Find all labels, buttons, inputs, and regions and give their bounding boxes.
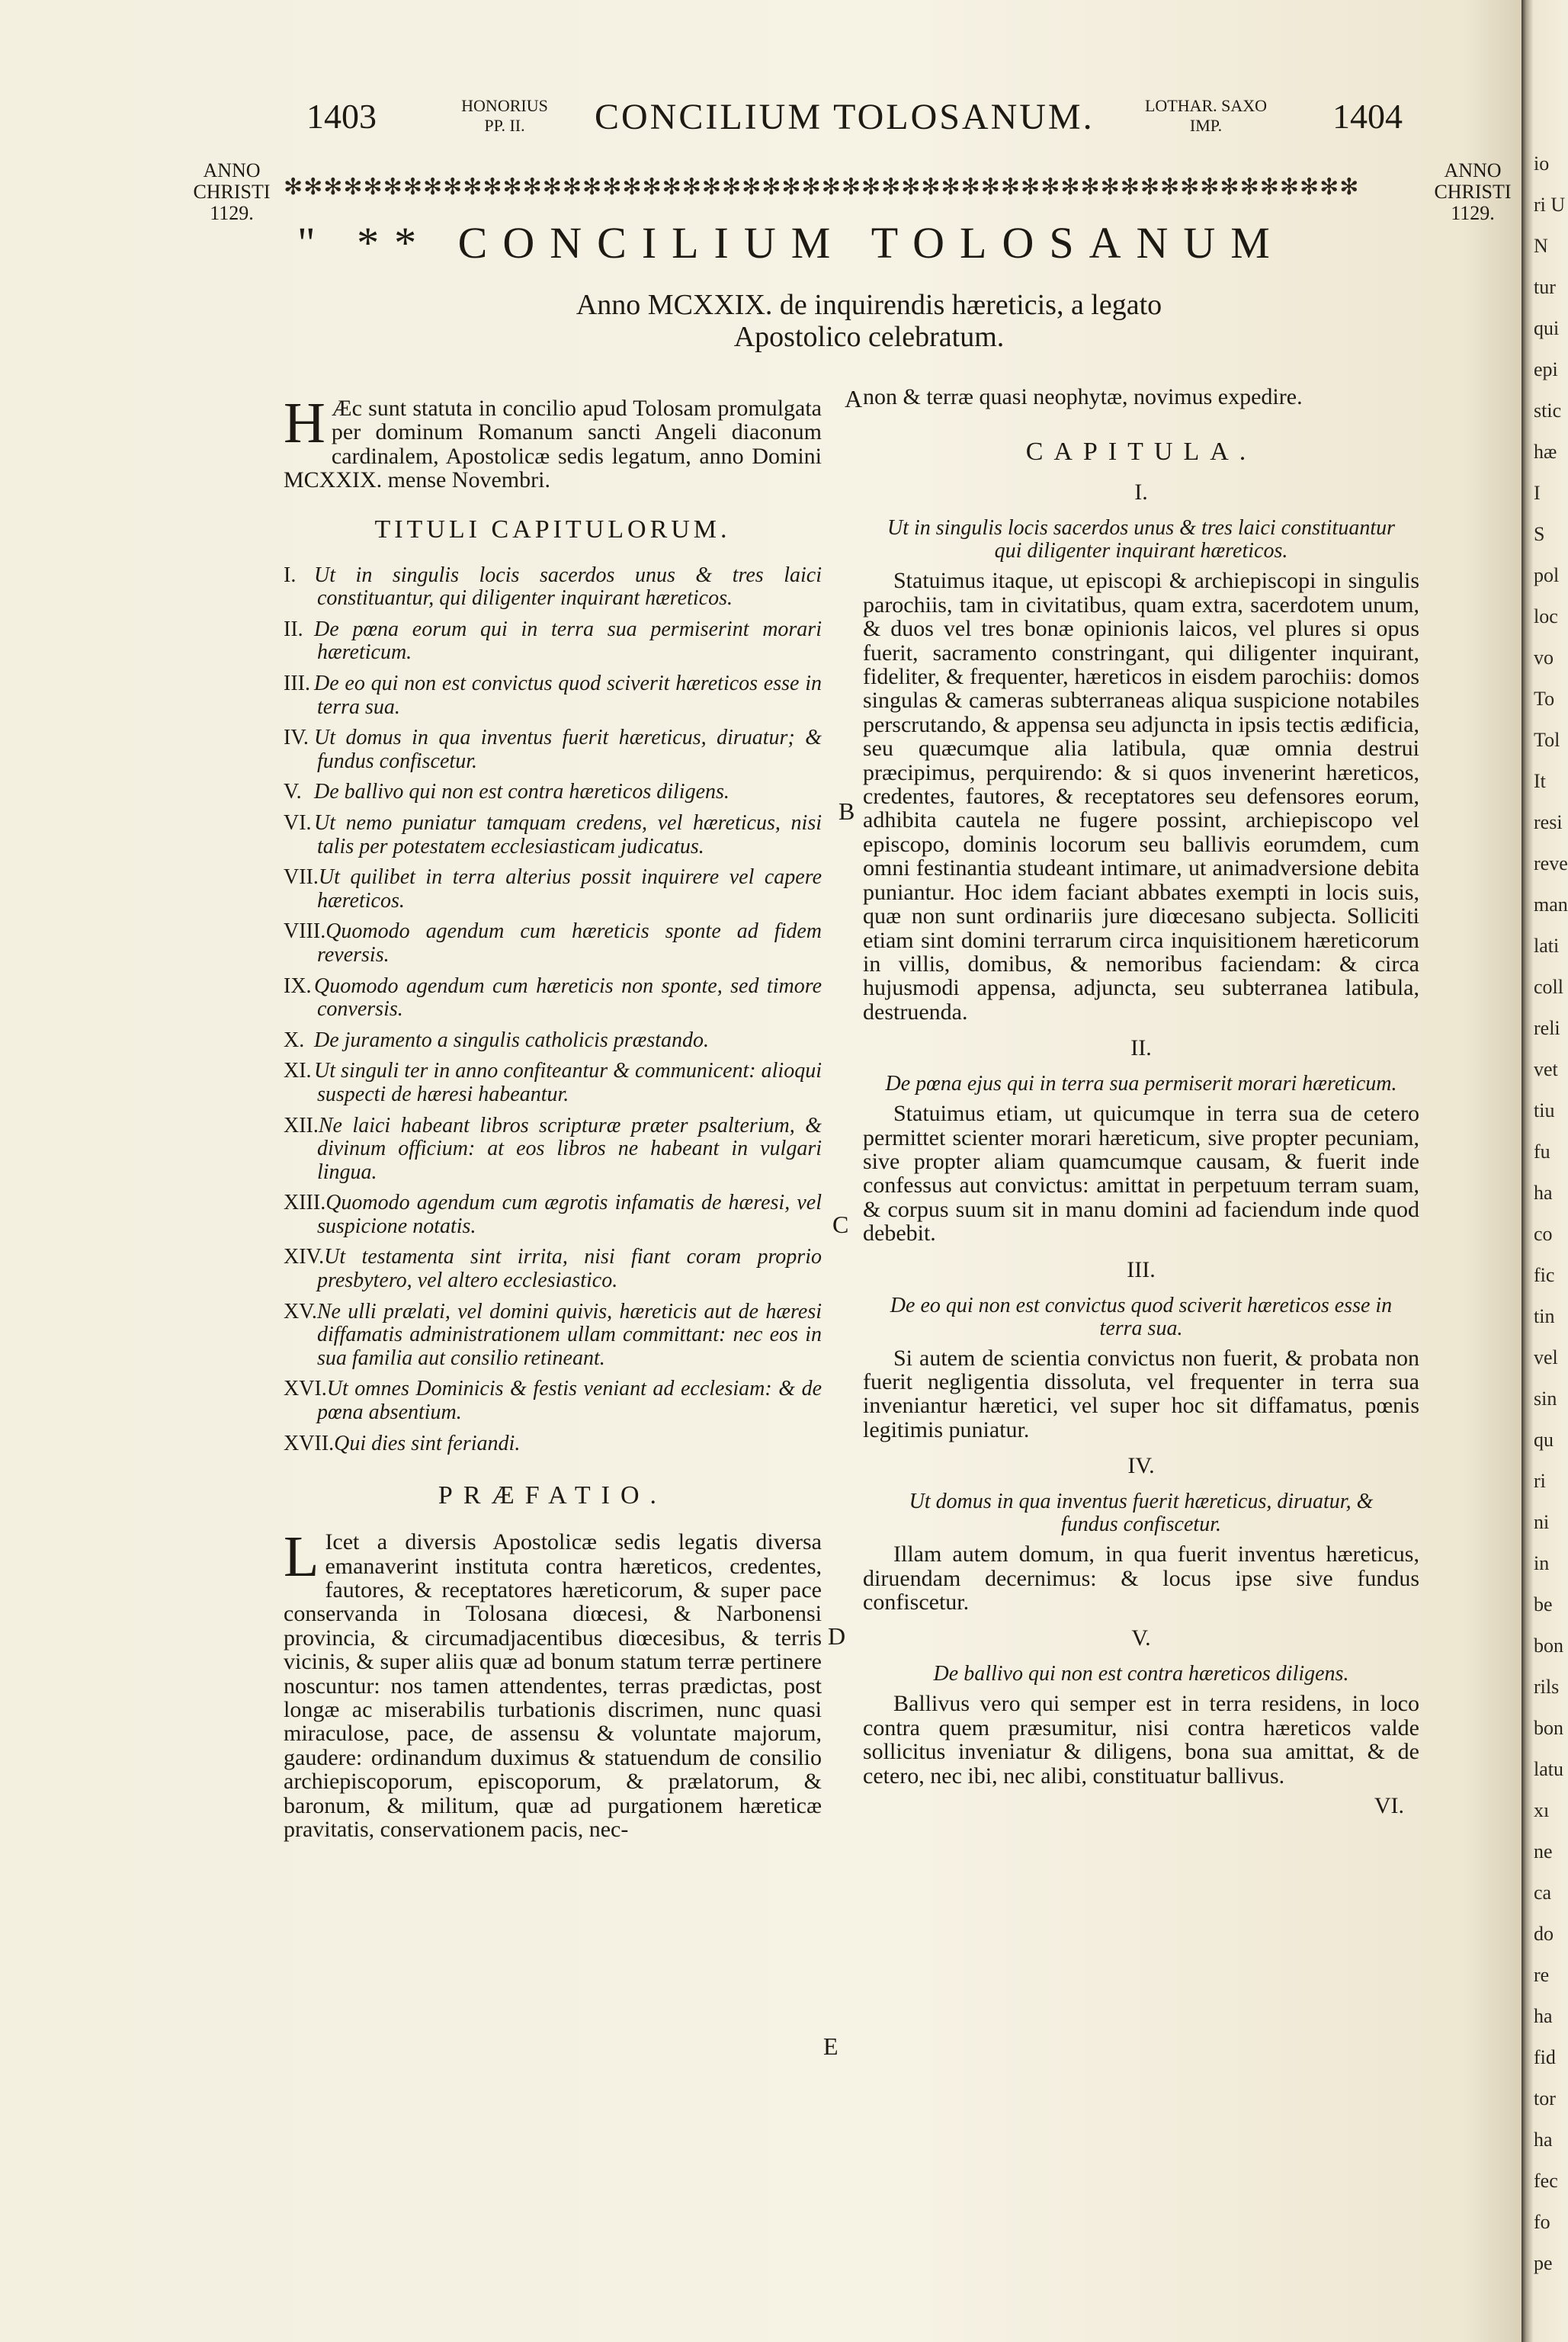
titulus-number: I.	[284, 563, 297, 587]
adjacent-page-fragment: ni	[1534, 1511, 1550, 1533]
titulus-text: Ut nemo puniatur tamquam credens, vel hæreticus, nisi talis per potestatem ecclesiasticam judicatus.	[314, 810, 822, 858]
titulus-text: Ut omnes Dominicis & festis veniant ad ecclesiam: & de pœna absentium.	[317, 1377, 822, 1425]
titulus-item	[284, 1432, 822, 1456]
titulus-item	[284, 812, 822, 858]
adjacent-page-fragment: ha	[1534, 2005, 1553, 2027]
adjacent-page-fragment: ri U	[1534, 194, 1566, 216]
titulus-item	[284, 672, 822, 719]
section-marker-b: B	[839, 797, 855, 825]
adjacent-page-fragment: qu	[1534, 1429, 1554, 1451]
adjacent-page-fragment: sin	[1534, 1388, 1557, 1410]
adjacent-page-fragment: tur	[1534, 276, 1556, 298]
adjacent-page-fragment: N	[1534, 235, 1548, 257]
titulus-number: VI.	[284, 810, 312, 835]
titulus-text: De pœna eorum qui in terra sua permiserint morari hæreticum.	[314, 617, 822, 665]
titulus-text: Ut singuli ter in anno confiteantur & communicent: alioqui suspecti de hæresi habeantur.	[314, 1059, 822, 1106]
titulus-number: IV.	[284, 726, 309, 750]
capitulum-rubric: De pœna ejus qui in terra sua permiserit morari hæreticum.	[885, 1072, 1397, 1096]
adjacent-page-fragment: stic	[1534, 399, 1562, 422]
capitulum-number: V.	[1131, 1625, 1151, 1651]
adjacent-page-fragment: xı	[1534, 1799, 1550, 1821]
titulus-number: V.	[284, 780, 302, 804]
adjacent-page-fragment: fic	[1534, 1264, 1555, 1286]
titulus-item	[284, 1029, 822, 1053]
titulus-text: Qui dies sint feriandi.	[334, 1431, 521, 1455]
right-top-paragraph: non & terræ quasi neophytæ, novimus expedire.	[863, 384, 1303, 409]
intro-text: Æc sunt statuta in concilio apud Tolosam promulgata per dominum Romanum sancti Angeli diaconum cardinalem, Apostolicæ sedis legatum, anno Domini MCXXIX. mense Novembri.	[284, 396, 822, 493]
titulus-number: XIV.	[284, 1245, 325, 1269]
adjacent-page-fragment: ca	[1534, 1882, 1552, 1904]
left-column	[284, 391, 822, 1843]
adjacent-page-fragment: I	[1534, 482, 1541, 504]
adjacent-page-fragment: tiu	[1534, 1099, 1555, 1121]
capitulum-number: III.	[1127, 1256, 1156, 1282]
adjacent-page-fragment: tin	[1534, 1305, 1555, 1327]
adjacent-page-fragment: re	[1534, 1964, 1550, 1986]
titulus-number: X.	[284, 1028, 305, 1052]
adjacent-page-fragment: fec	[1534, 2170, 1558, 2192]
praefatio-heading: PRÆFATIO.	[438, 1481, 668, 1510]
capitulum-number: IV.	[1127, 1453, 1155, 1479]
titulus-text: De juramento a singulis catholicis præstando.	[314, 1028, 709, 1052]
adjacent-page-fragment: loc	[1534, 605, 1558, 627]
titulus-item	[284, 618, 822, 665]
titulus-number: III.	[284, 672, 310, 695]
adjacent-page-fragment: vo	[1534, 646, 1554, 669]
adjacent-page-fragment: pe	[1534, 2252, 1553, 2274]
capitulum-rubric: Ut domus in qua inventus fuerit hæreticus, diruatur, & fundus confiscetur.	[909, 1490, 1374, 1537]
right-column	[863, 385, 1419, 1817]
titulus-number: IX.	[284, 974, 312, 998]
section-marker-d: D	[828, 1622, 846, 1650]
adjacent-page-fragment: pol	[1534, 564, 1560, 586]
titulus-item	[284, 1060, 822, 1106]
adjacent-page-fragment: bon	[1534, 1635, 1563, 1657]
titulus-number: II.	[284, 617, 303, 641]
adjacent-page-fragment: fu	[1534, 1141, 1550, 1163]
adjacent-page-fragment: io	[1534, 152, 1550, 175]
titulus-text: De ballivo qui non est contra hæreticos diligens.	[314, 780, 729, 804]
adjacent-page-fragment: do	[1534, 1923, 1554, 1945]
adjacent-page-fragment: lati	[1534, 935, 1560, 957]
titulus-text: Ut in singulis locis sacerdos unus & tres laici constituantur, qui diligenter inquirant hæreticos.	[314, 563, 822, 611]
section-marker-a: A	[845, 385, 863, 412]
page-number-left: 1403	[306, 97, 377, 136]
titulus-item	[284, 1115, 822, 1185]
titulus-text: Ne ulli prælati, vel domini quivis, hæreticis aut de hæresi diffamatis administrationem ullam committant: nec eos in sua familia aut consilio retineant.	[316, 1299, 822, 1370]
ornamental-band: ✻✻✻✻✻✻✻✻✻✻✻✻✻✻✻✻✻✻✻✻✻✻✻✻✻✻✻✻✻✻✻✻✻✻✻✻✻✻✻✻✻✻✻✻✻✻✻✻✻✻✻✻✻✻	[284, 174, 1360, 201]
adjacent-page-fragment: bon	[1534, 1717, 1563, 1739]
capitulum-text: Statuimus etiam, ut quicumque in terra sua de cetero permittet scienter morari hæreticum, sive propter pecuniam, sive propter aliam quamcumque causam, & fuerit inde confessus aut convictus: amittat in perpetuum terram suam, & corpus suum sit in manu domini ad faciendum inde quod debebit.	[863, 1101, 1419, 1246]
intro-paragraph	[284, 391, 822, 493]
titulus-item	[284, 727, 822, 773]
adjacent-page-fragment: resi	[1534, 811, 1563, 833]
adjacent-page-fragment: coll	[1534, 976, 1563, 998]
capitulum-text: Illam autem domum, in qua fuerit inventus hæreticus, diruendam decernimus: & locus ipse sive fundus confiscetur.	[863, 1542, 1419, 1615]
titulus-item	[284, 1192, 822, 1238]
capitulum-rubric: Ut in singulis locis sacerdos unus & tres laici constituantur qui diligenter inquirant hæreticos.	[887, 516, 1396, 563]
capitulum-rubric: De ballivo qui non est contra hæreticos diligens.	[933, 1662, 1349, 1686]
section-marker-e: E	[823, 2032, 839, 2060]
titulus-item	[284, 920, 822, 967]
titulus-text: Ne laici habeant libros scripturæ præter psalterium, & divinum officium: at eos libros ne habeant in vulgari lingua.	[317, 1113, 822, 1184]
titulus-text: Ut domus in qua inventus fuerit hæreticus, diruatur; & fundus confiscetur.	[314, 726, 822, 773]
titulus-number: XVII.	[284, 1431, 335, 1455]
intro-dropcap: H	[284, 391, 325, 455]
titulus-item	[284, 781, 822, 804]
titulus-item	[284, 564, 822, 611]
adjacent-page-fragment: Tol	[1534, 729, 1560, 751]
capitulum-rubric: De eo qui non est convictus quod sciverit hæreticos esse in terra sua.	[890, 1293, 1393, 1340]
section-marker-c: C	[832, 1211, 849, 1238]
adjacent-page-fragment: fid	[1534, 2046, 1556, 2068]
titulus-item	[284, 975, 822, 1022]
adjacent-page-fragment: ha	[1534, 2129, 1553, 2151]
tituli-list	[284, 564, 822, 1456]
titulus-text: Ut quilibet in terra alterius possit inquirere vel capere hæreticos.	[317, 865, 822, 913]
capitulum-text: Ballivus vero qui semper est in terra residens, in loco contra quem præsumitur, nisi contra hæreticos valde sollicitus inveniatur & diligens, bona sua amittat, & de cetero, nec ibi, nec alibi, constituatur ballivus.	[863, 1691, 1419, 1789]
catchword: VI.	[1374, 1793, 1404, 1819]
subtitle-line-1: Anno MCXXIX. de inquirendis hæreticis, a legato	[576, 289, 1162, 321]
main-title: " ** CONCILIUM TOLOSANUM	[297, 218, 1285, 268]
titulus-text: Quomodo agendum cum hæreticis sponte ad fidem reversis.	[317, 919, 822, 967]
adjacent-page-fragment: It	[1534, 770, 1546, 792]
titulus-text: Quomodo agendum cum ægrotis infamatis de hæresi, vel suspicione notatis.	[317, 1191, 822, 1238]
capitulum-number: II.	[1130, 1035, 1152, 1061]
adjacent-page-fragment: reli	[1534, 1017, 1560, 1039]
titulus-text: Quomodo agendum cum hæreticis non sponte, sed timore conversis.	[314, 974, 822, 1022]
header-pope: HONORIUS PP. II.	[461, 96, 548, 135]
adjacent-page-fragment: S	[1534, 523, 1545, 545]
margin-note-year-left: ANNO CHRISTI 1129.	[193, 159, 271, 224]
titulus-text: De eo qui non est convictus quod sciverit hæreticos esse in terra sua.	[314, 672, 822, 719]
capitulum-text: Statuimus itaque, ut episcopi & archiepiscopi in singulis parochiis, tam in civitatibus, quam extra, sacerdotem unum, & duos vel tres bonæ opinionis laicos, vel plures si opus fuerit, sacramento constringant, qui diligenter inquirant, fideliter, & frequenter, hæreticos in eisdem parochiis: domos singulas & cameras subterraneas aliqua suspicione notabiles perscrutando, & appensa seu adjuncta in ipsis tectis ædificia, seu quæcumque alia latibula, quæ omnia destrui præcipimus, perquirendo: & si quos invenerint hæreticos, credentes, fautores, & receptatores seu defensores eorum, adhibita cautela ne fugere possint, archiepiscopo vel episcopo, dominis locorum seu ballivis eorumdem, cum omni festinantia studeant intimare, ut animadversione debita puniantur. Hoc idem faciant abbates exempti in locis suis, quæ non sunt ordinariis jure diœcesano subjecta. Solliciti etiam sint domini terrarum circa inquisitionem hæreticorum in villis, domibus, & nemoribus faciendam: & circa hujusmodi appensa, adjuncta, seu subterranea latibula, destruenda.	[863, 568, 1419, 1025]
adjacent-page-fragment: vet	[1534, 1058, 1558, 1080]
adjacent-page-fragment: ha	[1534, 1182, 1553, 1204]
capitula-heading: CAPITULA.	[1025, 438, 1257, 467]
tituli-heading: TITULI CAPITULORUM.	[374, 515, 731, 544]
adjacent-page-fragment: latu	[1534, 1758, 1563, 1780]
adjacent-page-fragment: co	[1534, 1223, 1553, 1245]
adjacent-page-fragment: ri	[1534, 1470, 1546, 1492]
titulus-number: XIII.	[284, 1191, 326, 1215]
running-title: CONCILIUM TOLOSANUM.	[595, 97, 1095, 137]
titulus-item	[284, 1301, 822, 1371]
adjacent-page-fragment: reve	[1534, 852, 1568, 874]
titulus-number: VII.	[284, 865, 319, 890]
adjacent-page-fragment: tor	[1534, 2087, 1556, 2109]
titulus-number: XII.	[284, 1113, 319, 1137]
titulus-number: VIII.	[284, 919, 326, 944]
adjacent-page-fragment: fo	[1534, 2211, 1550, 2233]
titulus-number: XVI.	[284, 1377, 327, 1401]
titulus-text: Ut testamenta sint irrita, nisi fiant coram proprio presbytero, vel altero ecclesiastico.	[317, 1245, 822, 1293]
adjacent-page-fragment: vel	[1534, 1346, 1558, 1368]
adjacent-page-fragment: man	[1534, 893, 1568, 916]
margin-note-year-right: ANNO CHRISTI 1129.	[1434, 159, 1512, 224]
capitulum-number: I.	[1134, 480, 1148, 505]
page-number-right: 1404	[1332, 97, 1403, 136]
subtitle-line-2: Apostolico celebratum.	[733, 321, 1005, 353]
adjacent-page-fragment: To	[1534, 688, 1555, 710]
adjacent-page-fragment: epi	[1534, 358, 1558, 380]
titulus-item	[284, 1246, 822, 1292]
titulus-item	[284, 866, 822, 913]
adjacent-page-fragment: ne	[1534, 1840, 1553, 1862]
adjacent-page-edge	[1522, 0, 1568, 2342]
capitula-list	[863, 480, 1419, 1788]
titulus-number: XV.	[284, 1299, 317, 1323]
praefatio-dropcap: L	[284, 1525, 319, 1590]
adjacent-page-fragment: be	[1534, 1593, 1553, 1615]
header-emperor: LOTHAR. SAXO IMP.	[1144, 96, 1268, 135]
titulus-item	[284, 1378, 822, 1424]
adjacent-page-fragment: hæ	[1534, 441, 1557, 463]
adjacent-page-fragment: qui	[1534, 317, 1560, 339]
adjacent-page-fragment: rils	[1534, 1676, 1560, 1698]
praefatio-paragraph	[284, 1525, 822, 1843]
capitulum-text: Si autem de scientia convictus non fuerit, & probata non fuerit negligentia dissoluta, vel frequenter in terra sua inveniantur hæretici, vel super hoc sit diffamatus, pœnis legitimis puniatur.	[863, 1345, 1419, 1442]
adjacent-page-fragment: in	[1534, 1552, 1550, 1574]
praefatio-text: Icet a diversis Apostolicæ sedis legatis diversa emanaverint instituta contra hæreticos, credentes, fautores, & receptatores hæreticorum, & super pace conservanda in Tolosana diœcesi, & Narbonensi provincia, & circumadjacentibus diœcesibus, & terris vicinis, & super aliis quæ ad bonum statum terræ pertinere noscuntur: nos tamen attendentes, terras prædictas, post longæ ac miserabilis turbationis discrimen, nunc quasi miraculose, pace, de assensu & voluntate majorum, gaudere: ordinandum duximus & statuendum de consilio archiepiscoporum, episcoporum, & prælatorum, & baronum, & militum, quæ ad purgationem hæreticæ pravitatis, conservationem pacis, nec-	[284, 1529, 822, 1843]
titulus-number: XI.	[284, 1059, 312, 1083]
